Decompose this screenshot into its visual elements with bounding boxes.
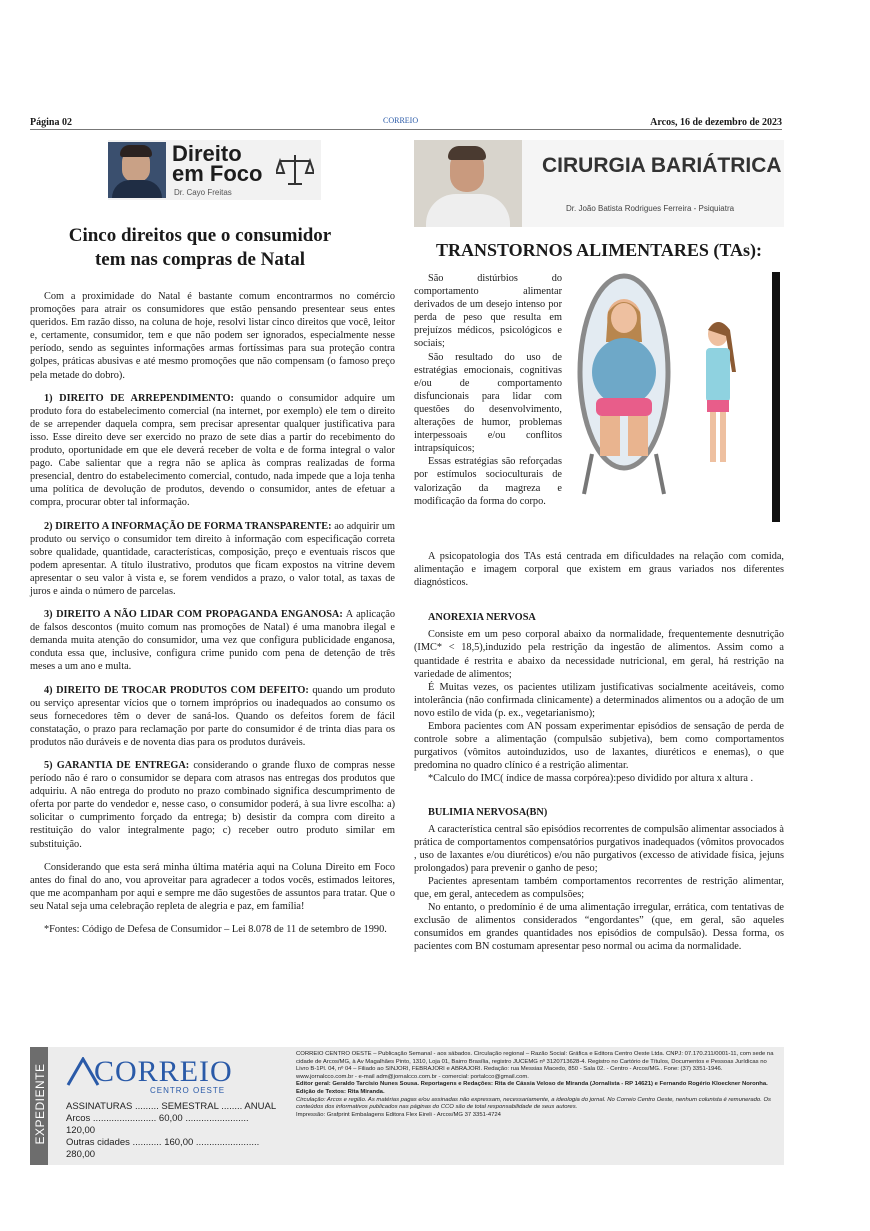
subscription-table xyxy=(66,1101,278,1161)
expediente-side-bar xyxy=(30,1047,48,1165)
left-title-line1: Cinco direitos que o consumidor xyxy=(68,225,332,246)
banner-cirurgia-author: Dr. João Batista Rodrigues Ferreira - Psiquiatra xyxy=(566,204,735,213)
tas-p4: A psicopatologia dos TAs está centrada em dificuldades na relação com comida, alimentação e imagem corporal que existem em graus variados nos diferentes diagnósticos. xyxy=(414,551,784,589)
right-item-1 xyxy=(30,392,395,510)
banner-title-line2: em Foco xyxy=(172,161,263,186)
right-intro-column xyxy=(414,272,562,508)
item-text: ao adquirir um produto ou serviço o consumidor tem direito à informação com especificação correta sobre qualidade, quantidade, características, composição, preço e eventuais riscos que podem apresentar. A título ilustrativo, produtos que ficam expostos na vitrine devem apresentar o seu valor à vista e, se forem vendidos a prazo, o valor total, as taxas de juros e ainda o número de parcelas. xyxy=(30,520,395,597)
expediente-info xyxy=(296,1051,780,1119)
banner-author: Dr. Cayo Freitas xyxy=(174,188,232,197)
left-article-title xyxy=(30,224,370,272)
subscription-header: ASSINATURAS ......... SEMESTRAL ........ ANUAL xyxy=(66,1101,277,1112)
left-title-line2: tem nas compras de Natal xyxy=(94,249,306,270)
expediente-info-4: Circulação: Arcos e região. As matérias pagas e/ou assinadas não expressam, necessariamente, a ideologia do jornal. No Correio Centro Oeste, nenhum colunista é remunerado. Os conteúdos dos informativos publicados nas páginas do CCO são de total responsabilidade de seus autores. xyxy=(296,1096,771,1111)
tas-p1: São distúrbios do comportamento alimentar derivados de um desejo intenso por perda de peso que resulta em prejuízos médicos, psicológicos e sociais; xyxy=(414,273,562,350)
expediente-info-1: CORREIO CENTRO OESTE – Publicação Semanal - aos sábados. Circulação regional – Razão Social: Gráfica e Editora Centro Oeste Ltda. CNPJ: 07.170.211/0001-11, com sede na cidade de Arcos/MG, à Av Magalhães Pinto, 1310, Loja 01, Bairro Brasília, registro JUCEMG nº 3120713628-4. Registro no Cartório de Títulos, Documentos e Pessoas Jurídicas no Livro B-1Pl. 04, nº 04 – Filiado ao SINJORI, FEBRAJORI e ABRAJORI. Redação: rua Messias Macedo, 850 - Sala 02. - Centro - Arcos/MG.. Fone: (37) 3351-1946. xyxy=(296,1051,774,1073)
anorexia-p3: Embora pacientes com AN possam experimentar episódios de sensação de perda de controle sobre a alimentação (compulsão subjetiva), bem como comportamentos purgativos (vômitos autoinduzidos, uso de laxantes, diuréticos e enemas), o que predomina no quadro clínico é a restrição alimentar. xyxy=(414,721,784,772)
right-item-3 xyxy=(30,608,395,673)
anorexia-heading: ANOREXIA NERVOSA xyxy=(428,612,536,624)
left-article-body xyxy=(30,290,395,936)
banner-title-line1: Direito xyxy=(172,141,242,166)
header-rule xyxy=(30,129,782,130)
right-item-4 xyxy=(30,684,395,749)
item-head: 4) DIREITO DE TROCAR PRODUTOS COM DEFEITO: xyxy=(44,684,309,696)
header-logo: CORREIO xyxy=(383,116,419,125)
item-text: quando o consumidor adquire um produto fora do estabelecimento comercial (na internet, por exemplo) ele tem o direito de se arrepender daquela compra, sem precisar apresentar qualquer justificativa para isso. Esse direito deve ser exercido no prazo de sete dias a partir do recebimento do produto, oportunidade em que ele deverá receber de volta e de forma integral o valor pago. Cabe salientar que a regra não se aplica às compras realizadas de forma presencial, dentro do estabelecimento comercial, contudo, nada impede que a loja tenha uma política de devolução de produtos, devendo o consumidor, antes de efetuar a compra, procurar obter tal informação. xyxy=(30,392,395,509)
scales-icon xyxy=(276,152,314,193)
item-head: 3) DIREITO A NÃO LIDAR COM PROPAGANDA ENGANOSA: xyxy=(44,609,343,621)
tas-p2: São resultado do uso de estratégias emocionais, cognitivas e/ou de comportamento disfuncionais para lidar com questões do desenvolvimento, alterações de humor, problemas interpessoais e/ou conflitos intrapsíquicos; xyxy=(414,351,562,455)
author-photo xyxy=(108,142,166,198)
subscription-row-arcos: Arcos ........................ 60,00 ........................ 120,00 xyxy=(66,1113,249,1136)
anorexia-p2: É Muitas vezes, os pacientes utilizam justificativas socialmente aceitáveis, como intolerância (não confirmada clinicamente) a determinados alimentos ou a adoção de um novo estilo de vida (p. ex., vegetarianismo); xyxy=(414,681,784,719)
closing-paragraph: Considerando que esta será minha última matéria aqui na Coluna Direito em Foco antes do final do ano, vou aproveitar para agradecer a todos vocês, estimados leitores, que me acompanham por aqui e sempre me dão sugestões de assuntos para tratar. Que o seu Natal seja uma celebração repleta de alegria e paz, em família! xyxy=(30,861,395,912)
expediente-info-2: www.jornalcco.com.br - e-mail adm@jornalcco.com.br - comercial: portalcco@gmail.com. xyxy=(296,1073,529,1080)
correio-logo xyxy=(66,1055,276,1095)
anorexia-p1: Consiste em um peso corporal abaixo da normalidade, frequentemente desnutrição (IMC* < 18,5),induzido pela restrição da ingestão de alimentos. Assim como a quantidade é restrita e abaixo da necessidade nutricional, em geral, há restrição na variedade de alimentos; xyxy=(414,629,784,680)
expediente-box xyxy=(30,1047,784,1165)
direito-em-foco-banner xyxy=(108,140,321,200)
sources-note: *Fontes: Código de Defesa de Consumidor – Lei 8.078 de 11 de setembro de 1990. xyxy=(44,924,387,936)
bulimia-p2: Pacientes apresentam também comportamentos recorrentes de restrição alimentar, que, em geral, antecedem as compulsões; xyxy=(414,875,784,901)
expediente-info-5: Impressão: Grafprint Embalagens Editora Flex Eireli - Arcos/MG 37 3351-4724 xyxy=(296,1111,501,1118)
banner-cirurgia-title: CIRURGIA BARIÁTRICA xyxy=(542,154,782,177)
item-head: 1) DIREITO DE ARREPENDIMENTO: xyxy=(44,392,234,404)
item-head: 2) DIREITO A INFORMAÇÃO DE FORMA TRANSPARENTE: xyxy=(44,520,332,532)
bulimia-p3: No entanto, o predomínio é de uma alimentação irregular, errática, com tentativas de exclusão de alimentos considerados “engordantes” (que, em geral, são aqueles consumidos em grandes quantidades nos episódios de compulsão). Dessa forma, os pacientes com BN costumam apresentar peso normal ou acima da normalidade. xyxy=(414,902,784,953)
page-date: Arcos, 16 de dezembro de 2023 xyxy=(650,117,782,128)
item-text: quando um produto ou serviço apresentar vícios que o tornem impróprios ou inadequados ao consumo os seus fornecedores têm o dever de saná-los. Quando os defeitos forem de fácil constatação, o prazo para reclamação por parte do consumidor é de trinta dias para os produtos não duráveis e de noventa dias para os produtos duráveis. xyxy=(30,684,395,748)
correio-logo-sub: CENTRO OESTE xyxy=(150,1086,226,1095)
intro-paragraph: Com a proximidade do Natal é bastante comum encontrarmos no comércio promoções para atrair os consumidores que estão pensando presentear seus entes queridos. Em razão disso, na coluna de hoje, resolvi listar cinco direitos que você, leitor e, certamente, consumidor, tem e que não podem ser ignorados, especialmente nesse período, sendo as seguintes informações armas fortíssimas para sua proteção contra golpes, práticas abusivas e até mesmo promoções que não compensam (o famoso preço pela metade do dobro). xyxy=(30,291,395,381)
item-text: A aplicação de falsos descontos (muito comum nas promoções de Natal) é uma manobra ilegal e demanda muita atenção do consumidor, uma vez que configura publicidade enganosa, conduta essa que, inclusive, configura crime punido com pena de detenção de três meses a um ano e multa. xyxy=(30,609,395,673)
correio-logo-text: CORREIO xyxy=(94,1055,233,1088)
item-text: considerando o grande fluxo de compras nesse período não é raro o consumidor se depara com atrasos nas entregas dos produtos que adquiriu. A não entrega do produto no prazo combinado significa descumprimento de oferta por parte do vendedor e, nesse caso, o consumidor poderá, à sua livre escolha: a) solicitar o cumprimento forçado da entrega; b) desistir da compra com direito a restituição do valor integralmente pago; c) receber outro produto similar em substituição. xyxy=(30,760,395,850)
bulimia-heading: BULIMIA NERVOSA(BN) xyxy=(428,806,548,818)
expediente-info-3: Editor geral: Geraldo Tarcísio Nunes Sousa. Reportagens e Redações: Rita de Cássia Veloso de Miranda (Jornalista - RP 14621) e Fernando Rogério Kloeckner Noronha. Edição de Textos: Rita Miranda. xyxy=(296,1081,768,1095)
page-number: Página 02 xyxy=(30,117,72,128)
right-article-title: TRANSTORNOS ALIMENTARES (TAs): xyxy=(435,240,763,260)
anorexia-p4: *Calculo do IMC( índice de massa corpórea):peso dividido por altura x altura . xyxy=(428,773,754,785)
expediente-side-label: EXPEDIENTE xyxy=(33,1063,47,1145)
bulimia-p1: A característica central são episódios recorrentes de compulsão alimentar associados à prática de comportamentos compensatórios purgativos inadequados (vômitos provocados , uso de laxantes e/ou diuréticos) e/ou não purgativos (excesso de atividade física, jejuns prolongados) para prevenir o ganho de peso; xyxy=(414,823,784,874)
mirror-illustration xyxy=(572,272,784,522)
tas-p3: Essas estratégias são reforçadas por estímulos socioculturais de valorização da magreza e modificação da forma do corpo. xyxy=(414,456,562,507)
right-item-2 xyxy=(30,520,395,599)
right-item-5 xyxy=(30,759,395,851)
psychiatrist-photo xyxy=(414,140,522,227)
cirurgia-banner xyxy=(414,140,784,227)
item-head: 5) GARANTIA DE ENTREGA: xyxy=(44,760,190,771)
right-main-column xyxy=(414,550,784,954)
subscription-row-outras: Outras cidades ........... 160,00 ........................ 280,00 xyxy=(66,1137,260,1160)
